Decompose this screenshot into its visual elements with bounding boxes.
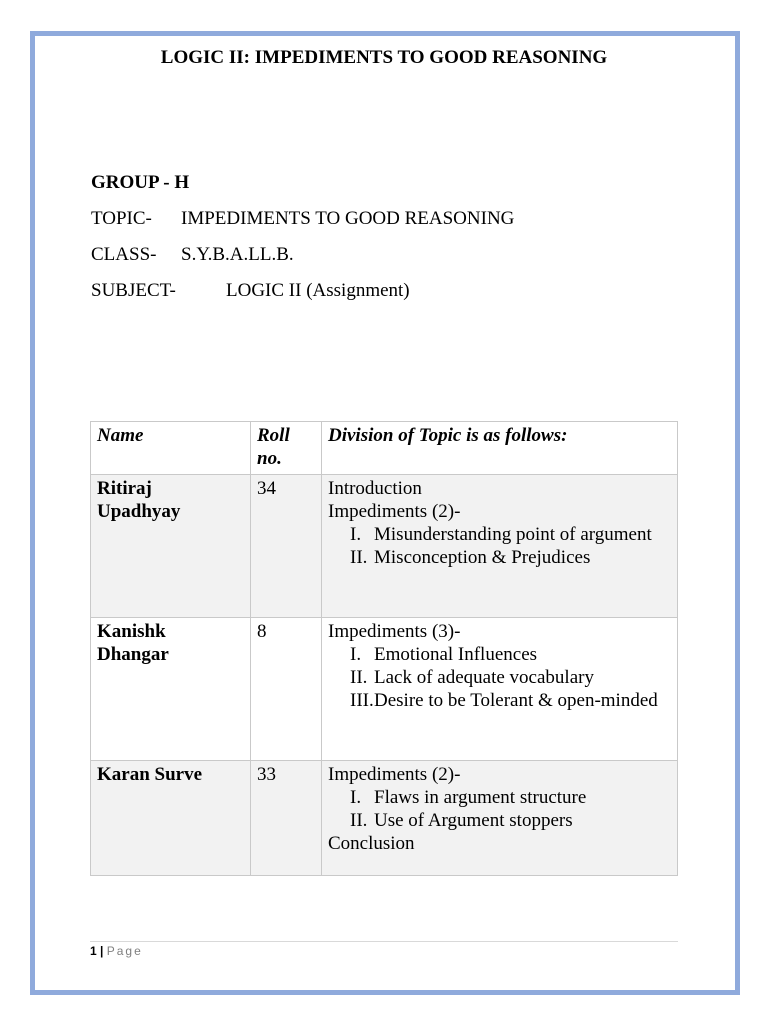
- impediment-list: [328, 523, 671, 569]
- table-row: [91, 475, 678, 618]
- header-roll-line1: Roll: [257, 425, 290, 446]
- table-row: [91, 761, 678, 876]
- item-text: Use of Argument stoppers: [374, 810, 573, 831]
- name-line1: Ritiraj: [97, 478, 152, 499]
- roll-cell: 34: [251, 475, 322, 618]
- header-name: [91, 422, 251, 475]
- list-item: [328, 546, 671, 569]
- impediment-list: [328, 643, 671, 712]
- class-value: S.Y.B.A.LL.B.: [181, 244, 294, 265]
- item-number: II.: [350, 667, 368, 688]
- subject-label: SUBJECT-: [91, 280, 176, 301]
- impediment-list: [328, 786, 671, 832]
- topic-value: IMPEDIMENTS TO GOOD REASONING: [181, 208, 515, 229]
- item-text: Misunderstanding point of argument: [374, 524, 652, 545]
- item-text: Lack of adequate vocabulary: [374, 667, 594, 688]
- subject-field: [91, 280, 410, 302]
- group-label: GROUP -: [91, 172, 170, 193]
- item-number: III.: [350, 690, 374, 711]
- subject-value: LOGIC II (Assignment): [226, 280, 410, 301]
- class-label: CLASS-: [91, 244, 157, 265]
- list-item: [328, 523, 671, 546]
- list-item: [328, 666, 671, 689]
- header-roll: [251, 422, 322, 475]
- document-title: LOGIC II: IMPEDIMENTS TO GOOD REASONING: [160, 47, 608, 68]
- item-number: I.: [350, 524, 362, 545]
- name-line1: Karan Surve: [97, 764, 203, 785]
- name-cell: [91, 618, 251, 761]
- division-intro: Introduction: [328, 478, 422, 499]
- item-text: Emotional Influences: [374, 644, 538, 665]
- division-cell: [322, 475, 678, 618]
- division-cell: [322, 618, 678, 761]
- roll-cell: 33: [251, 761, 322, 876]
- footer-divider: [90, 941, 678, 942]
- topic-label: TOPIC-: [91, 208, 152, 229]
- name-line2: Dhangar: [97, 644, 169, 665]
- name-line2: Upadhyay: [97, 501, 181, 522]
- footer-separator: |: [100, 944, 104, 958]
- item-text: Desire to be Tolerant & open-minded: [374, 690, 658, 711]
- name-cell: [91, 475, 251, 618]
- list-item: [328, 643, 671, 666]
- item-number: I.: [350, 644, 362, 665]
- group-field: [91, 172, 189, 194]
- group-value: H: [174, 172, 190, 193]
- header-roll-line2: no.: [257, 448, 282, 469]
- header-division: [322, 422, 678, 475]
- item-text: Misconception & Prejudices: [374, 547, 591, 568]
- table-row: [91, 618, 678, 761]
- division-heading: Impediments (2)-: [328, 764, 461, 785]
- list-item: [328, 689, 671, 712]
- assignment-table: [90, 421, 678, 876]
- table-header-row: [91, 422, 678, 475]
- item-number: I.: [350, 787, 362, 808]
- name-cell: [91, 761, 251, 876]
- division-heading: Impediments (2)-: [328, 501, 461, 522]
- name-line1: Kanishk: [97, 621, 166, 642]
- page-number: 1: [90, 944, 97, 958]
- topic-field: [91, 208, 514, 230]
- division-outro: Conclusion: [328, 833, 415, 854]
- list-item: [328, 786, 671, 809]
- header-name-text: Name: [97, 425, 144, 446]
- class-field: [91, 244, 294, 266]
- division-heading: Impediments (3)-: [328, 621, 461, 642]
- list-item: [328, 809, 671, 832]
- item-text: Flaws in argument structure: [374, 787, 587, 808]
- header-division-text: Division of Topic is as follows:: [328, 425, 568, 446]
- roll-cell: 8: [251, 618, 322, 761]
- item-number: II.: [350, 547, 368, 568]
- page-label: Page: [106, 944, 143, 958]
- page-footer: [90, 944, 143, 958]
- division-cell: [322, 761, 678, 876]
- item-number: II.: [350, 810, 368, 831]
